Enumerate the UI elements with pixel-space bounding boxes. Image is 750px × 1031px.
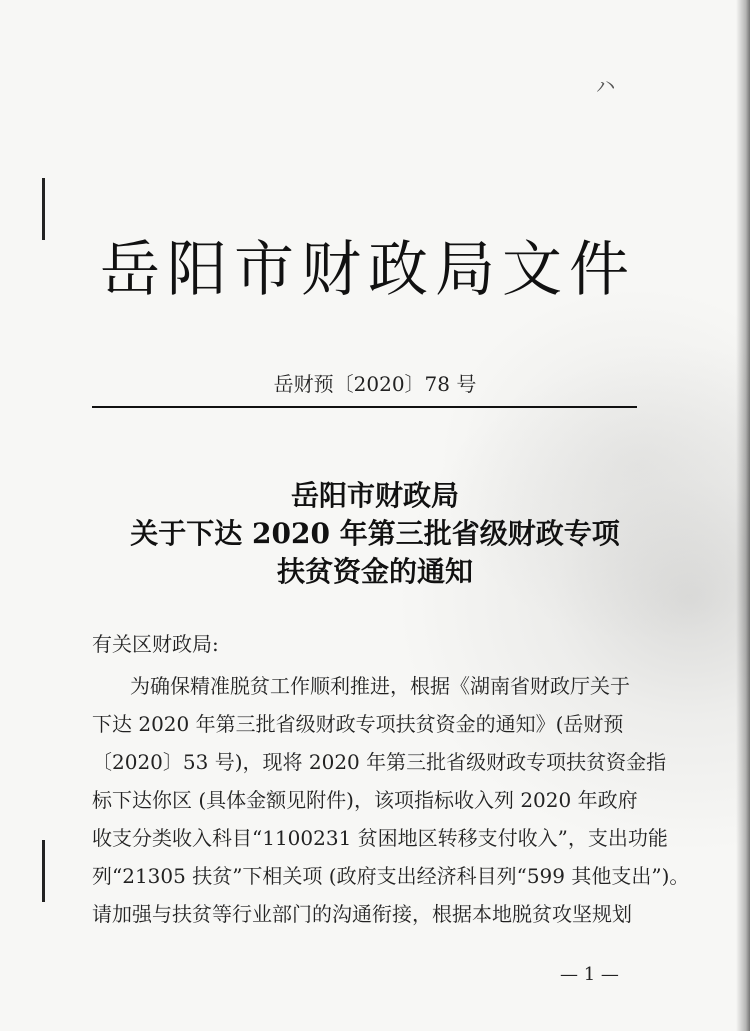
- notice-title-line-1: 岳阳市财政局: [290, 479, 459, 512]
- binding-mark: [42, 178, 45, 240]
- handwritten-margin-note: ハ: [593, 72, 617, 100]
- salutation: 有关区财政局:: [92, 632, 219, 656]
- body-paragraph-line: 标下达你区 (具体金额见附件)，该项指标收入列 2020 年政府: [92, 788, 638, 812]
- notice-title-line-3: 扶贫资金的通知: [276, 555, 473, 588]
- body-paragraph-line: 下达 2020 年第三批省级财政专项扶贫资金的通知》(岳财预: [92, 712, 624, 736]
- body-paragraph-line: 请加强与扶贫等行业部门的沟通衔接，根据本地脱贫攻坚规划: [92, 902, 632, 926]
- document-number: 岳财预〔2020〕78 号: [273, 372, 477, 396]
- body-paragraph-line: 列“21305 扶贫”下相关项 (政府支出经济科目列“599 其他支出”)。: [92, 864, 690, 888]
- page-number: — 1 —: [560, 964, 619, 985]
- body-paragraph-line: 为确保精准脱贫工作顺利推进，根据《湖南省财政厅关于: [130, 674, 630, 698]
- header-divider: [92, 406, 637, 408]
- binding-mark: [42, 840, 45, 902]
- body-paragraph-line: 〔2020〕53 号)，现将 2020 年第三批省级财政专项扶贫资金指: [92, 750, 667, 774]
- document-masthead: 岳阳市财政局文件: [100, 235, 636, 305]
- body-paragraph-line: 收支分类收入科目“1100231 贫困地区转移支付收入”，支出功能: [92, 826, 668, 850]
- notice-title-line-2: 关于下达 2020 年第三批省级财政专项: [130, 517, 620, 550]
